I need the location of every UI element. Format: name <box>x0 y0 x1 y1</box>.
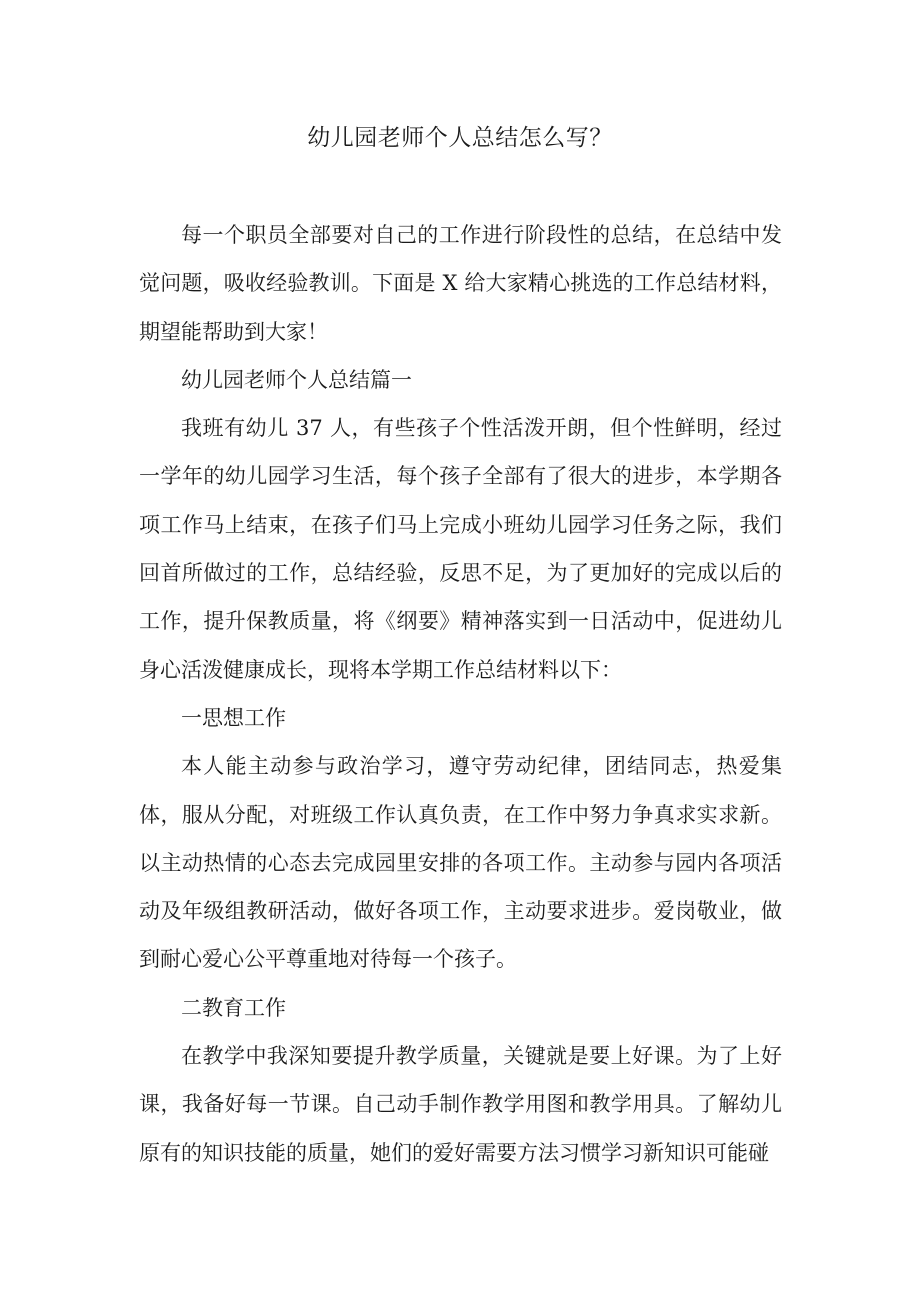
section-heading-part-one: 幼儿园老师个人总结篇一 <box>181 367 412 392</box>
education-work-paragraph: 在教学中我深知要提升教学质量，关键就是要上好课。为了上好课，我备好每一节课。自己动手制作教学用图和教学用具。了解幼儿原有的知识技能的质量，她们的爱好需要方法习惯学习新知识可能碰 <box>139 1044 782 1165</box>
document-title: 幼儿园老师个人总结怎么写？ <box>307 125 613 151</box>
section-heading-thought-work: 一思想工作 <box>181 705 286 730</box>
document-body <box>139 211 782 1177</box>
intro-paragraph: 每一个职员全部要对自己的工作进行阶段性的总结，在总结中发觉问题，吸收经验教训。下面是 X 给大家精心挑选的工作总结材料，期望能帮助到大家！ <box>139 223 782 344</box>
section-heading-education-work: 二教育工作 <box>181 995 286 1020</box>
thought-work-paragraph: 本人能主动参与政治学习，遵守劳动纪律，团结同志，热爱集体，服从分配，对班级工作认真负责，在工作中努力争真求实求新。以主动热情的心态去完成园里安排的各项工作。主动参与园内各项活动及年级组教研活动，做好各项工作，主动要求进步。爱岗敬业，做到耐心爱心公平尊重地对待每一个孩子。 <box>139 754 782 972</box>
class-overview-paragraph: 我班有幼儿 37 人，有些孩子个性活泼开朗，但个性鲜明，经过一学年的幼儿园学习生活，每个孩子全部有了很大的进步，本学期各项工作马上结束，在孩子们马上完成小班幼儿园学习任务之际，我们回首所做过的工作，总结经验，反思不足，为了更加好的完成以后的工作，提升保教质量，将《纲要》精神落实到一日活动中，促进幼儿身心活泼健康成长，现将本学期工作总结材料以下： <box>139 416 782 682</box>
